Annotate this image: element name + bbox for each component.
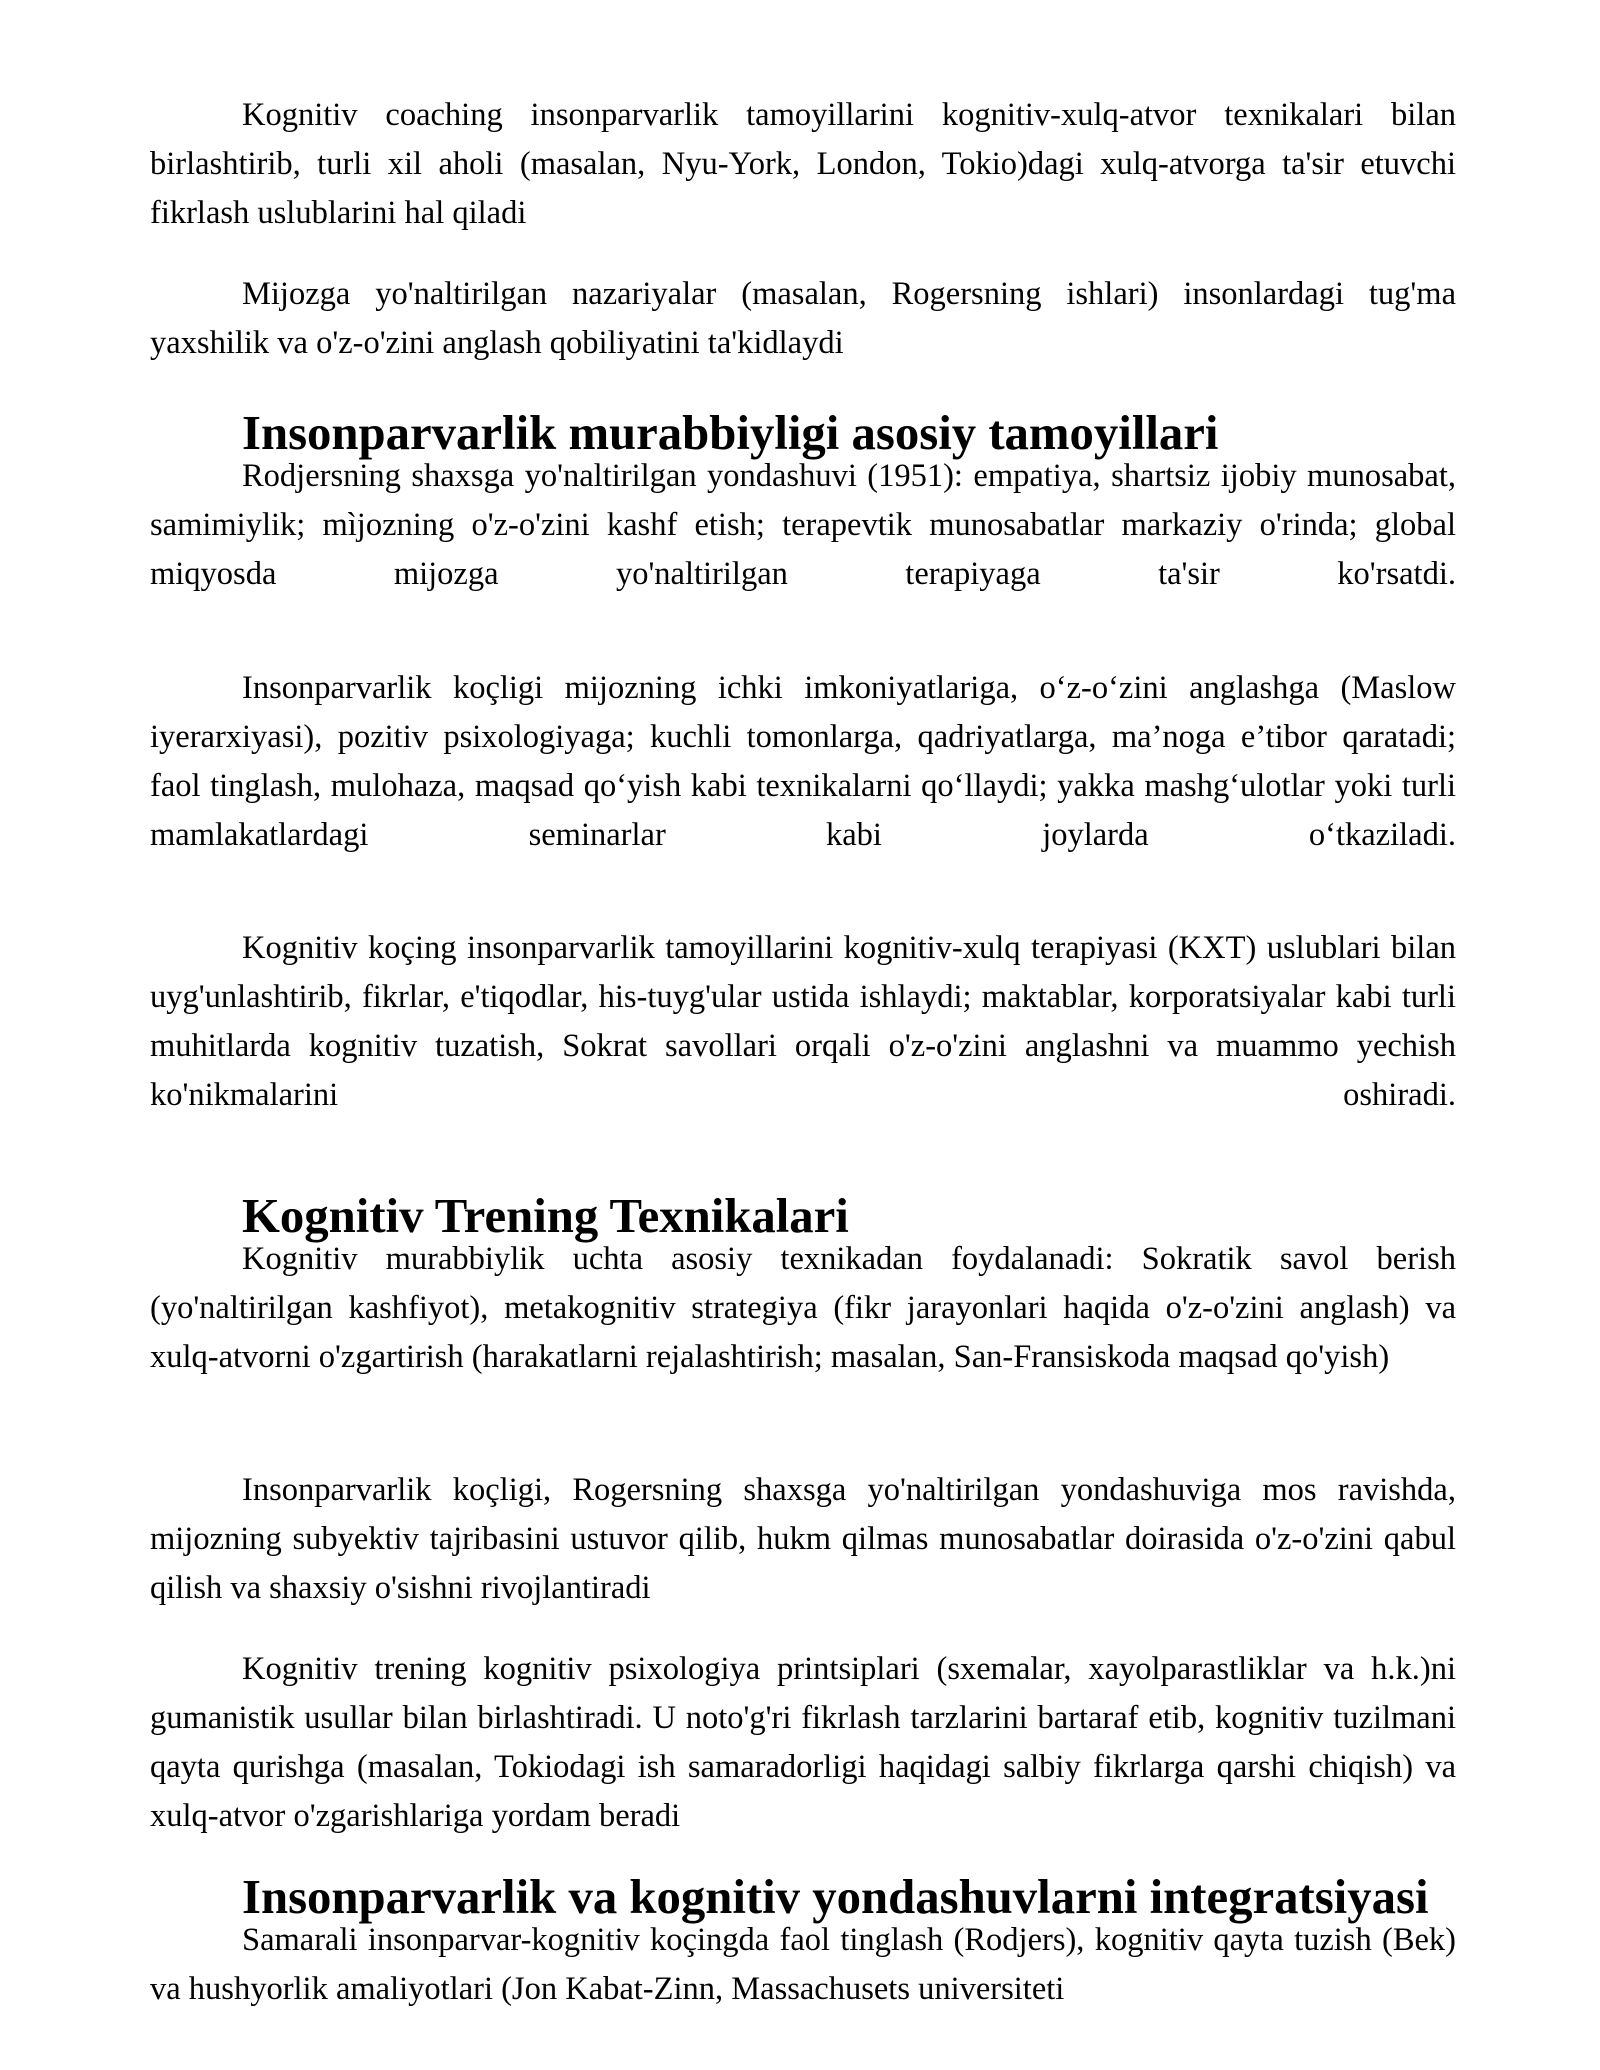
paragraph-kognitiv-murabbiylik: Kognitiv murabbiylik uchta asosiy texnikadan foydalanadi: Sokratik savol berish (yo'naltirilgan kashfiyot), metakognitiv strategiya (fikr jarayonlari haqida o'z-o'zini anglash) va xulq-atvorni o'zgartirish (harakatlarni rejalashtirish; masalan, San-Fransiskoda maqsad qo'yish) xyxy=(150,1241,1456,1375)
heading-integratsiya: Insonparvarlik va kognitiv yondashuvlarni integratsiyasi xyxy=(242,1870,1429,1924)
paragraph-kognitiv-koching: Kognitiv koçing insonparvarlik tamoyillarini kognitiv-xulq terapiyasi (KXT) uslublari bilan uyg'unlashtirib, fikrlar, e'tiqodlar, his-tuyg'ular ustida ishlaydi; maktablar, korporatsiyalar kabi turli muhitlarda kognitiv tuzatish, Sokrat savollari orqali o'z-o'zini anglashni va muammo yechish ko'nikmalarini oshiradi. xyxy=(150,930,1456,1113)
paragraph-rogers-kochligi: Insonparvarlik koçligi, Rogersning shaxsga yo'naltirilgan yondashuviga mos ravishda, mijozning subyektiv tajribasini ustuvor qilib, hukm qilmas munosabatlar doirasida o'z-o'zini qabul qilish va shaxsiy o'sishni rivojlantiradi xyxy=(150,1472,1456,1606)
heading-insonparvarlik-tamoyillari: Insonparvarlik murabbiyligi asosiy tamoyillari xyxy=(242,406,1219,460)
paragraph-samarali-koching: Samarali insonparvar-kognitiv koçingda faol tinglash (Rodjers), kognitiv qayta tuzish (Bek) va hushyorlik amaliyotlari (Jon Kabat-Zinn, Massachusets universiteti xyxy=(150,1922,1456,2007)
paragraph-kognitiv-trening: Kognitiv trening kognitiv psixologiya printsiplari (sxemalar, xayolparastliklar va h.k.)ni gumanistik usullar bilan birlashtiradi. U noto'g'ri fikrlash tarzlarini bartaraf etib, kognitiv tuzilmani qayta qurishga (masalan, Tokiodagi ish samaradorligi haqidagi salbiy fikrlarga qarshi chiqish) va xulq-atvor o'zgarishlariga yordam beradi xyxy=(150,1651,1456,1834)
paragraph-kognitiv-coaching: Kognitiv coaching insonparvarlik tamoyillarini kognitiv-xulq-atvor texnikalari bilan birlashtirib, turli xil aholi (masalan, Nyu-York, London, Tokio)dagi xulq-atvorga ta'sir etuvchi fikrlash uslublarini hal qiladi xyxy=(150,97,1456,231)
paragraph-mijozga-yonaltirilgan: Mijozga yo'naltirilgan nazariyalar (masalan, Rogersning ishlari) insonlardagi tug'ma yaxshilik va o'z-o'zini anglash qobiliyatini ta'kidlaydi xyxy=(150,276,1456,361)
heading-kognitiv-trening-texnikalari: Kognitiv Trening Texnikalari xyxy=(242,1189,849,1243)
paragraph-insonparvarlik-kochligi: Insonparvarlik koçligi mijozning ichki imkoniyatlariga, o‘z-o‘zini anglashga (Maslow iyerarxiyasi), pozitiv psixologiyaga; kuchli tomonlarga, qadriyatlarga, ma’noga e’tibor qaratadi; faol tinglash, mulohaza, maqsad qo‘yish kabi texnikalarni qo‘llaydi; yakka mashg‘ulotlar yoki turli mamlakatlardagi seminarlar kabi joylarda o‘tkaziladi. xyxy=(150,670,1456,853)
paragraph-rodjers-yondashuvi: Rodjersning shaxsga yo'naltirilgan yondashuvi (1951): empatiya, shartsiz ijobiy munosabat, samimiylik; mìjozning o'z-o'zini kashf etish; terapevtik munosabatlar markaziy o'rinda; global miqyosda mijozga yo'naltirilgan terapiyaga ta'sir ko'rsatdi. xyxy=(150,458,1456,592)
